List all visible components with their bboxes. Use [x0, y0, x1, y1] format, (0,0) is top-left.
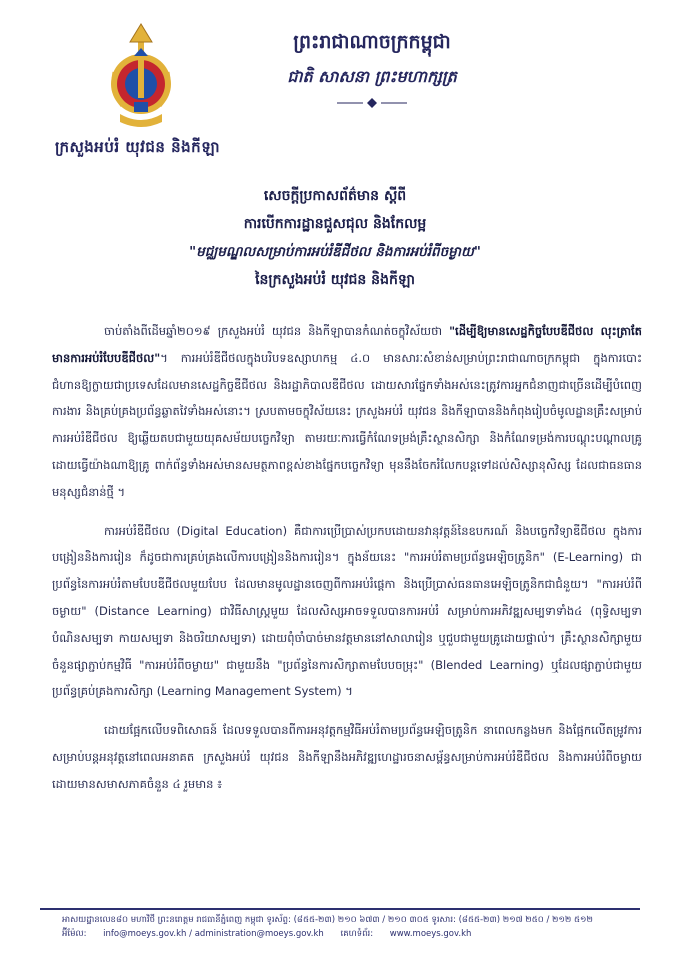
- title-line-2: ការបើកការដ្ឋានជួសជុល និងកែលម្អ: [243, 216, 427, 232]
- release-body: [52, 318, 642, 810]
- release-title: [100, 182, 570, 294]
- paragraph-1-intro: ចាប់តាំងពីដើមឆ្នាំ២០១៩ ក្រសួងអប់រំ យុវជន និងកីឡាបានកំណត់ចក្ខុវិស័យថា: [104, 324, 450, 338]
- footer-address: អាសយដ្ឋានលេខ៨០ មហាវិថី ព្រះនរោត្តម រាជធានីភ្នំពេញ កម្ពុជា ទូរស័ព្ទ: (៨៥៥-២៣) ២១០ ៦៧៣ / ២១០ ៣០៥ ទូរសារ: (៨៥៥-២៣) ២១៧ ២៥០ / ២១២ ៥១២: [62, 915, 593, 925]
- ministry-emblem-icon: [108, 22, 174, 132]
- footer-contacts: [62, 927, 622, 941]
- national-motto: ជាតិ សាសនា ព្រះមហាក្សត្រ: [287, 67, 457, 86]
- ornament-divider-icon: [337, 98, 407, 108]
- footer: [62, 913, 622, 941]
- paragraph-1-vision: "ដើម្បីឱ្យមានសេដ្ឋកិច្ចបែបឌីជីថល លុះត្រាតែមានការអប់រំបែបឌីជីថល": [52, 324, 642, 365]
- paragraph-2: ការអប់រំឌីជីថល (Digital Education) គឺជាការប្រើប្រាស់ប្រកបដោយនវានុវត្តន៍នៃឧបករណ៍ និងបច្ចេកវិទ្យាឌីជីថល ក្នុងការបង្រៀននិងការរៀន ក៏ដូចជាការគ្រប់គ្រងលើការបង្រៀននិងការរៀន។ ក្នុងន័យនេះ "ការអប់រំតាមប្រព័ន្ធអេឡិចត្រូនិក" (E-Learning) ជាប្រព័ន្ធនៃការអប់រំតាមបែបឌីជីថលមួយបែប ដែលមានមូលដ្ឋានចេញពីការអប់រំផ្តេកា និងប្រើប្រាស់ធនធានអេឡិចត្រូនិកជាជំនួយ។ "ការអប់រំពីចម្ងាយ" (Distance Learning) ជាវិធីសាស្ត្រមួយ ដែលសិស្សអាចទទួលបានការអប់រំ សម្រាប់ការអភិវឌ្ឍសម្បទាទាំង៤ (ពុទ្ធិសម្បទា បំណិនសម្បទា កាយសម្បទា និងចរិយាសម្បទា) ដោយពុំចាំបាច់មានវត្តមាននៅសាលារៀន ឬជួបជាមួយគ្រូដោយផ្ទាល់។ គ្រឹះស្ថានសិក្សាមួយចំនួនផ្សាភ្ជាប់កម្មវិធី "ការអប់រំពីចម្ងាយ" ជាមួយនឹង "ប្រព័ន្ធនៃការសិក្សាតាមបែបចម្រុះ" (Blended Learning) ឬដែលផ្សាភ្ជាប់ជាមួយប្រព័ន្ធគ្រប់គ្រងការសិក្សា (Learning Management System) ។: [52, 523, 642, 699]
- title-line-1: សេចក្តីប្រកាសព័ត៌មាន ស្តីពី: [263, 188, 407, 204]
- paragraph-1: [52, 318, 642, 506]
- title-line-3: "មជ្ឈមណ្ឌលសម្រាប់ការអប់រំឌីជីថល និងការអប់រំពីចម្ងាយ": [189, 244, 481, 260]
- footer-divider: [40, 908, 640, 910]
- paragraph-3: ដោយផ្អែកលើបទពិសោធន៍ ដែលទទួលបានពីការអនុវត្តកម្មវិធីអប់រំតាមប្រព័ន្ធអេឡិចត្រូនិក នាពេលកន្លងមក និងផ្អែកលើតម្រូវការសម្រាប់បន្តអនុវត្តនៅពេលអនាគត ក្រសួងអប់រំ យុវជន និងកីឡានឹងអភិវឌ្ឍហេដ្ឋារចនាសម្ព័ន្ធសម្រាប់ការអប់រំឌីជីថល និងការអប់រំពីចម្ងាយ ដោយមានសមាសភាគចំនួន ៤ រួមមាន ៖: [52, 723, 642, 791]
- title-line-4: នៃក្រសួងអប់រំ យុវជន និងកីឡា: [255, 272, 415, 288]
- footer-website-label: គេហទំព័រ:: [340, 929, 374, 939]
- ministry-name: ក្រសួងអប់រំ យុវជន និងកីឡា: [55, 138, 221, 156]
- kingdom-heading: [262, 30, 482, 112]
- kingdom-name: ព្រះរាជាណាចក្រកម្ពុជា: [293, 31, 451, 53]
- footer-website[interactable]: www.moeys.gov.kh: [389, 929, 472, 939]
- footer-email[interactable]: info@moeys.gov.kh / administration@moeys.gov.kh: [103, 929, 324, 939]
- footer-email-label: អ៊ីម៉ែល:: [62, 929, 87, 939]
- paragraph-1-rest: ។ ការអប់រំឌីជីថលក្នុងបរិបទឧស្សាហកម្ម ៤.០ មានសារៈសំខាន់សម្រាប់ព្រះរាជាណាចក្រកម្ពុជា ក្នុងការបោះជំហានឱ្យក្លាយជាប្រទេសដែលមានសេដ្ឋកិច្ចឌីជីថល និងរដ្ឋាភិបាលឌីជីថល ដោយសារផ្នែកទាំងអស់នេះត្រូវការអ្នកជំនាញជាច្រើនដើម្បីបំពេញការងារ និងគ្រប់គ្រងប្រព័ន្ធឆ្លាតវៃទាំងអស់នោះ។ ស្របតាមចក្ខុវិស័យនេះ ក្រសួងអប់រំ យុវជន និងកីឡាបាននិងកំពុងរៀបចំមូលដ្ឋានគ្រឹះសម្រាប់ការអប់រំឌីជីថល ឱ្យឆ្លើយតបជាមួយយុគសម័យបច្ចេកវិទ្យា តាមរយៈការធ្វើកំណែទម្រង់គ្រឹះស្ថានសិក្សា និងកំណែទម្រង់ការបណ្តុះបណ្តាលគ្រូ ដោយធ្វើយ៉ាងណាឱ្យគ្រូ ពាក់ព័ន្ធទាំងអស់មានសមត្ថភាពខ្ពស់ខាងផ្នែកបច្ចេកវិទ្យា មុននឹងចែករំលែកបន្តទៅដល់សិស្សានុសិស្ស ដែលជាធនធានមនុស្សជំនាន់ថ្មី ។: [52, 350, 642, 499]
